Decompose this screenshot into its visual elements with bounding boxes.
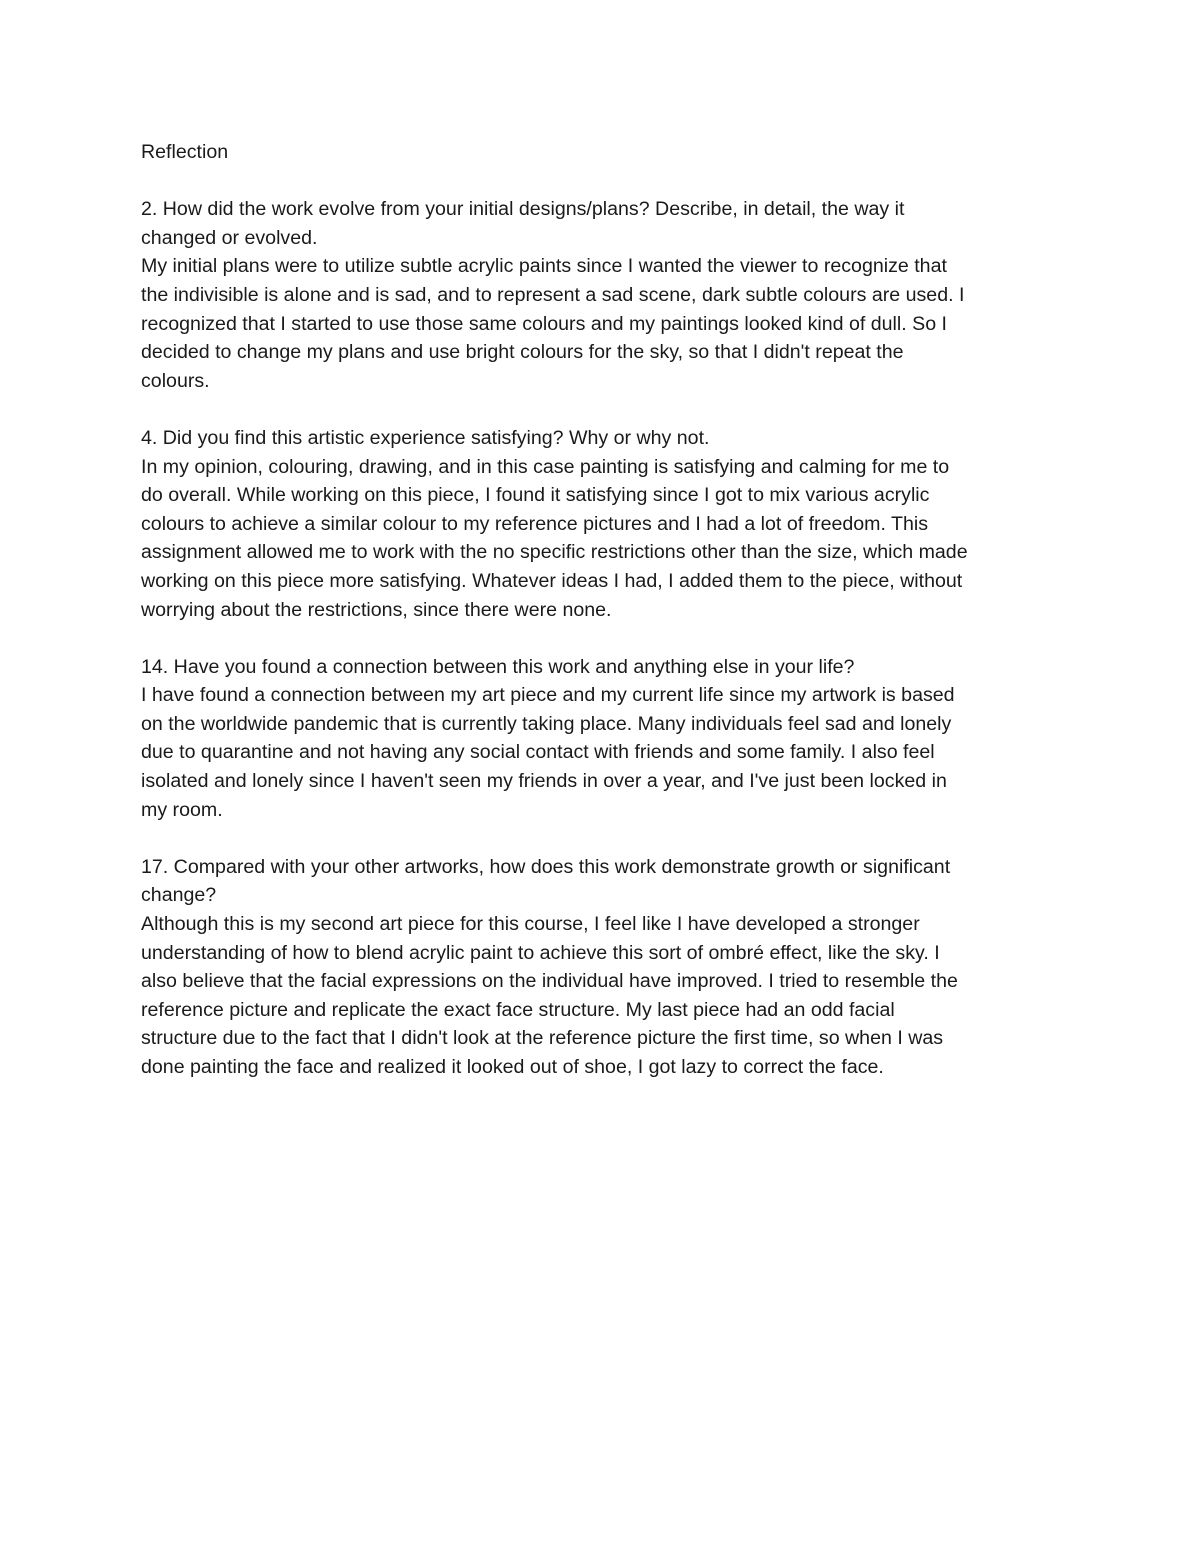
reflection-section-2 <box>141 195 1061 395</box>
answer-line: due to quarantine and not having any social contact with friends and some family. I also feel <box>141 741 935 764</box>
question-line: change? <box>141 884 217 907</box>
question-line: 17. Compared with your other artworks, how does this work demonstrate growth or significant <box>141 855 951 878</box>
answer-line: working on this piece more satisfying. Whatever ideas I had, I added them to the piece, without <box>141 569 963 592</box>
question-line: 14. Have you found a connection between this work and anything else in your life? <box>141 655 855 678</box>
answer-17 <box>141 910 1061 1082</box>
answer-line: understanding of how to blend acrylic paint to achieve this sort of ombré effect, like the sky. I <box>141 941 940 964</box>
question-line: 4. Did you find this artistic experience satisfying? Why or why not. <box>141 426 710 449</box>
answer-line: done painting the face and realized it looked out of shoe, I got lazy to correct the face. <box>141 1056 884 1078</box>
answer-line: My initial plans were to utilize subtle acrylic paints since I wanted the viewer to recognize that <box>141 255 947 278</box>
answer-line: Although this is my second art piece for this course, I feel like I have developed a stronger <box>141 913 920 936</box>
answer-2 <box>141 252 1061 395</box>
answer-line: the indivisible is alone and is sad, and to represent a sad scene, dark subtle colours are used. I <box>141 283 965 306</box>
question-14 <box>141 653 1061 682</box>
answer-line: colours to achieve a similar colour to my reference pictures and I had a lot of freedom. This <box>141 512 929 535</box>
answer-line: assignment allowed me to work with the no specific restrictions other than the size, which made <box>141 541 968 564</box>
answer-line: reference picture and replicate the exact face structure. My last piece had an odd facial <box>141 998 895 1021</box>
question-4 <box>141 424 1061 453</box>
answer-line: colours. <box>141 369 210 392</box>
answer-line: recognized that I started to use those same colours and my paintings looked kind of dull. So I <box>141 312 947 335</box>
question-17 <box>141 853 1061 910</box>
answer-line: worrying about the restrictions, since there were none. <box>141 598 612 621</box>
document-title: Reflection <box>141 141 229 163</box>
reflection-section-17 <box>141 853 1061 1082</box>
reflection-section-14 <box>141 653 1061 825</box>
reflection-section-4 <box>141 424 1061 624</box>
answer-line: decided to change my plans and use bright colours for the sky, so that I didn't repeat the <box>141 341 904 364</box>
answer-line: my room. <box>141 798 223 821</box>
question-line: 2. How did the work evolve from your initial designs/plans? Describe, in detail, the way it <box>141 198 905 221</box>
answer-line: on the worldwide pandemic that is currently taking place. Many individuals feel sad and lonely <box>141 712 952 735</box>
question-2 <box>141 195 1061 252</box>
document-body <box>141 138 1061 1110</box>
answer-line: I have found a connection between my art piece and my current life since my artwork is based <box>141 684 955 707</box>
answer-line: structure due to the fact that I didn't look at the reference picture the first time, so when I was <box>141 1027 944 1050</box>
answer-line: also believe that the facial expressions on the individual have improved. I tried to resemble the <box>141 970 958 993</box>
answer-14 <box>141 681 1061 824</box>
answer-line: do overall. While working on this piece, I found it satisfying since I got to mix various acrylic <box>141 484 930 507</box>
question-line: changed or evolved. <box>141 226 318 249</box>
answer-4 <box>141 453 1061 625</box>
answer-line: In my opinion, colouring, drawing, and in this case painting is satisfying and calming for me to <box>141 455 950 478</box>
answer-line: isolated and lonely since I haven't seen my friends in over a year, and I've just been locked in <box>141 770 947 793</box>
